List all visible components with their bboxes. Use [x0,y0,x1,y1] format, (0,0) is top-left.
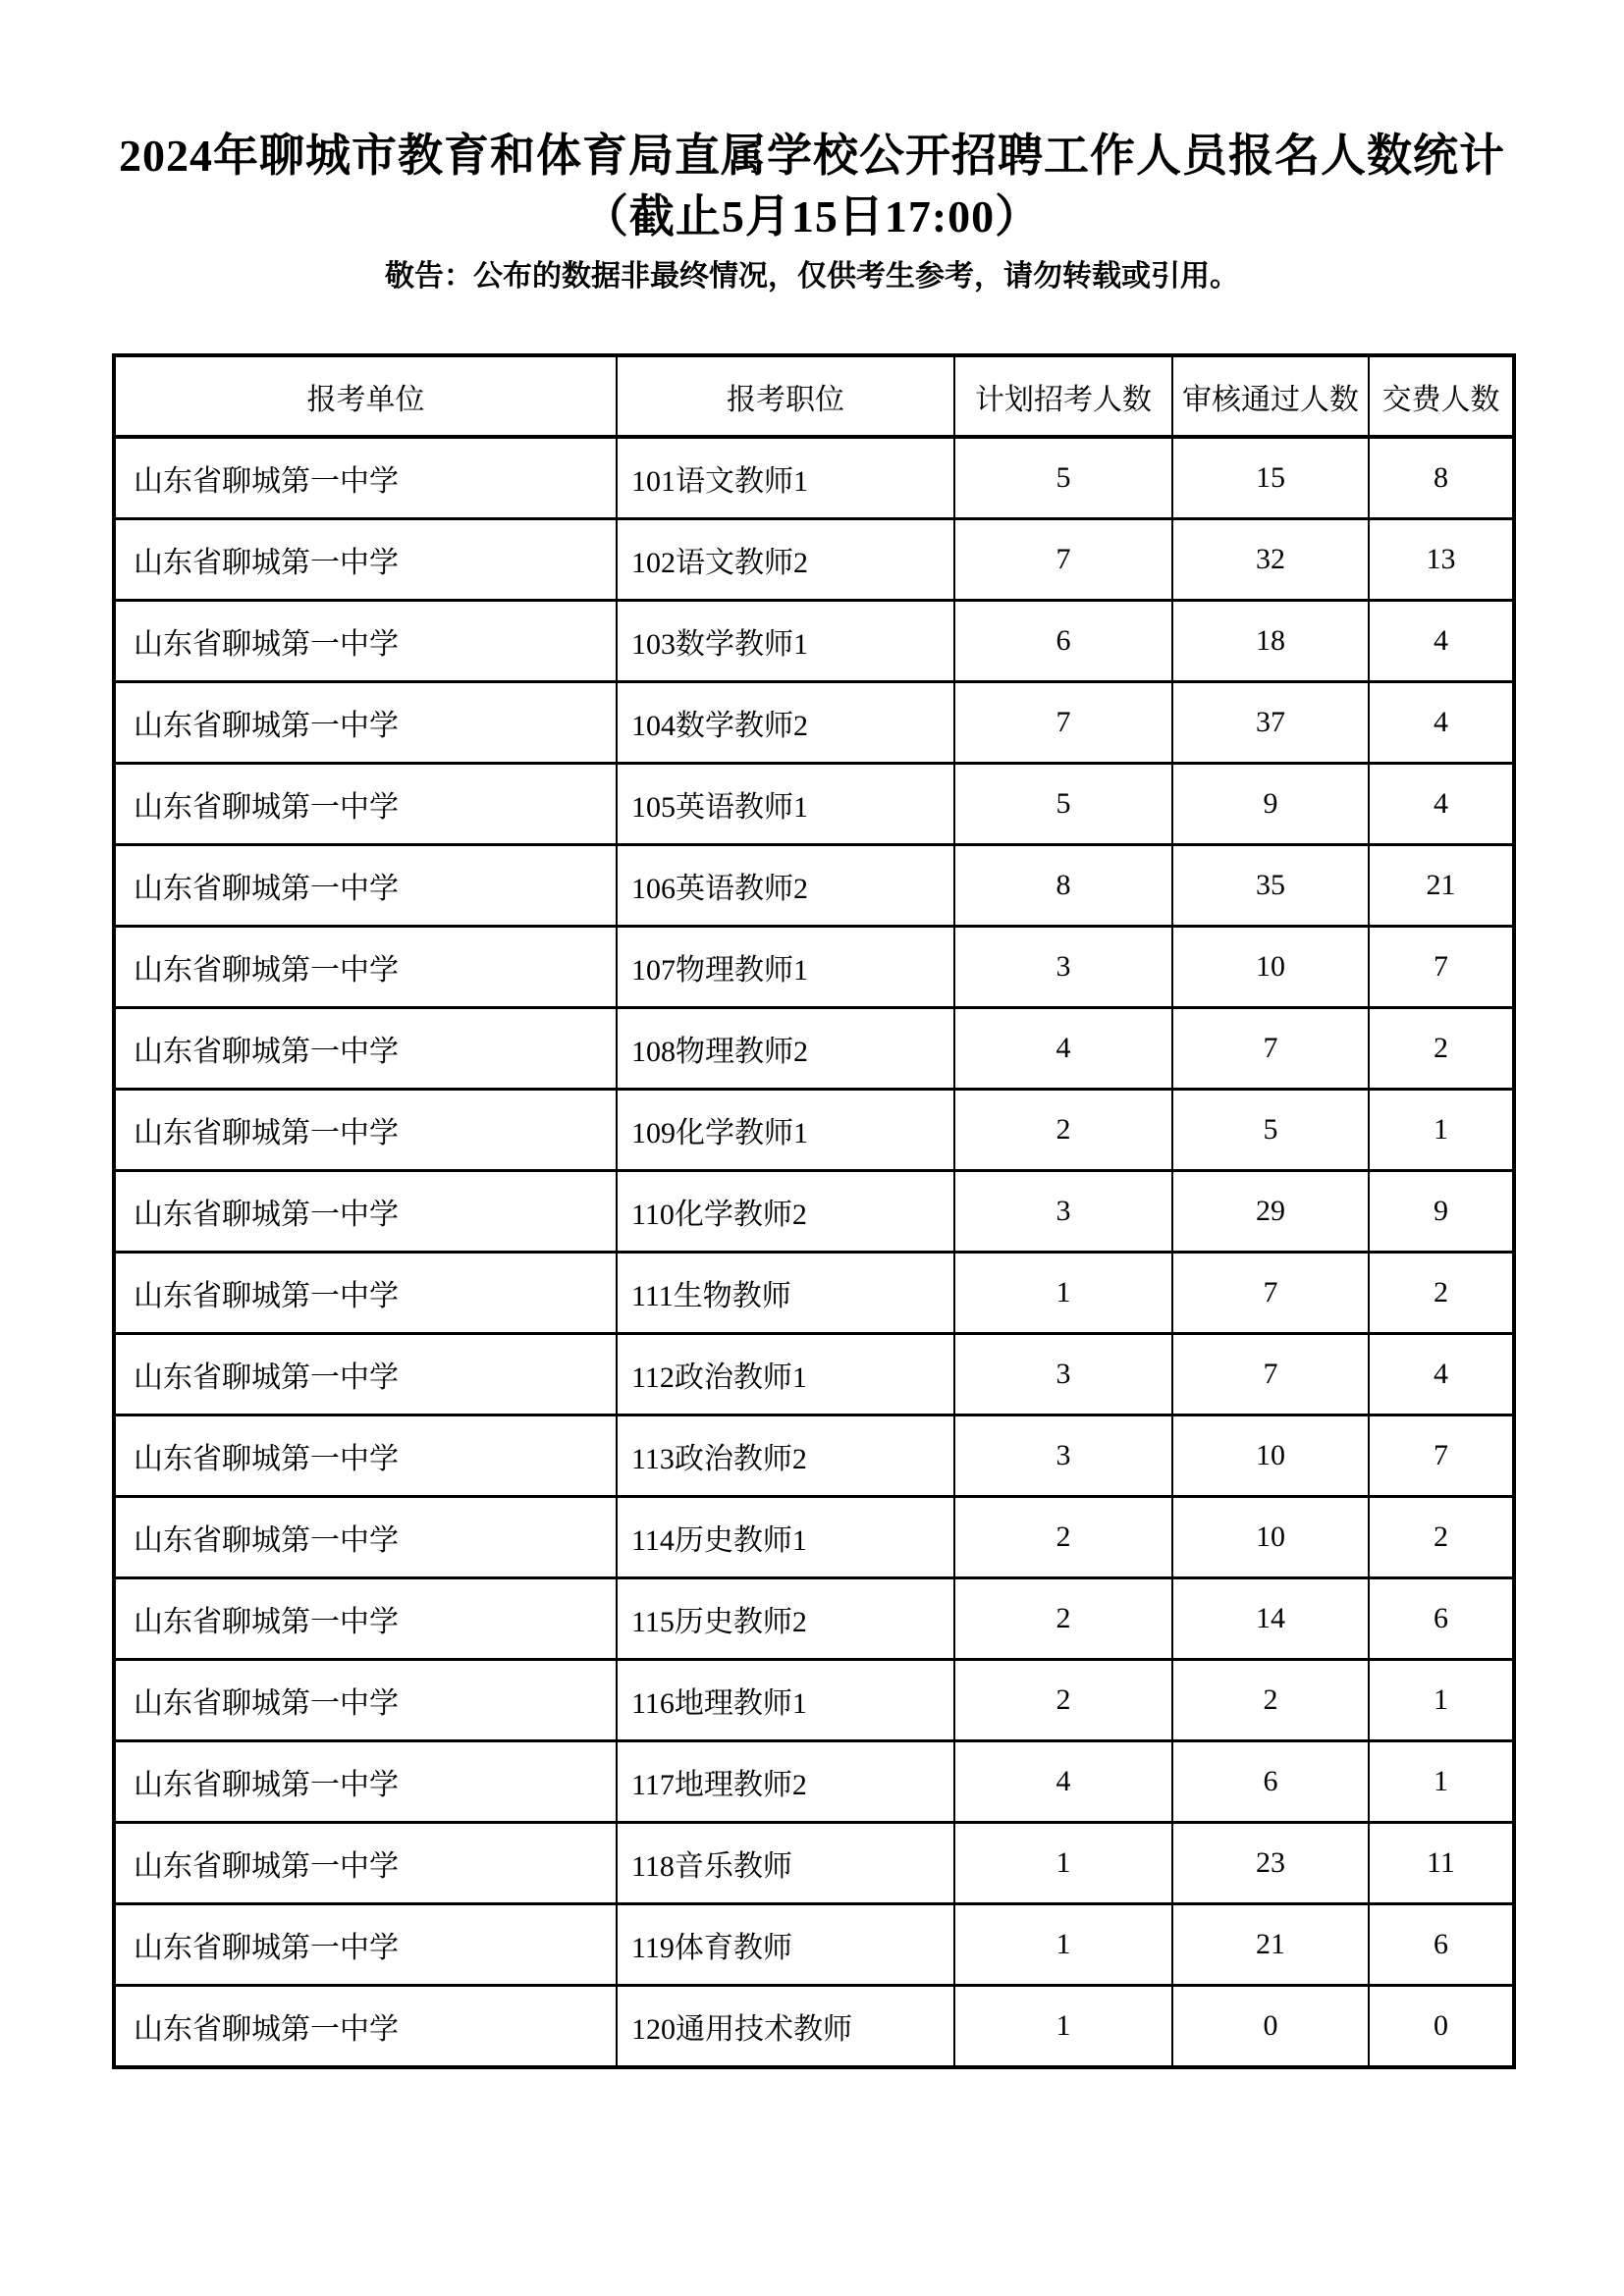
unit-cell: 山东省聊城第一中学 [114,1578,617,1660]
position-cell: 110化学教师2 [617,1171,954,1253]
paid-count-cell: 1 [1369,1090,1514,1171]
header-unit-column: 报考单位 [114,355,617,437]
table-row [114,1660,1514,1741]
unit-cell: 山东省聊城第一中学 [114,1415,617,1497]
paid-count-cell: 2 [1369,1008,1514,1090]
position-cell: 114历史教师1 [617,1497,954,1578]
position-cell: 107物理教师1 [617,927,954,1008]
approved-count-cell: 32 [1172,519,1369,601]
position-cell: 103数学教师1 [617,601,954,682]
position-cell: 104数学教师2 [617,682,954,764]
table-row [114,1823,1514,1904]
paid-count-cell: 7 [1369,927,1514,1008]
unit-cell: 山东省聊城第一中学 [114,1986,617,2068]
planned-count-cell: 3 [954,1334,1172,1415]
paid-count-cell: 4 [1369,682,1514,764]
planned-count-cell: 6 [954,601,1172,682]
paid-count-cell: 7 [1369,1415,1514,1497]
approved-count-cell: 6 [1172,1741,1369,1823]
planned-count-cell: 4 [954,1741,1172,1823]
unit-cell: 山东省聊城第一中学 [114,682,617,764]
position-cell: 109化学教师1 [617,1090,954,1171]
planned-count-cell: 7 [954,519,1172,601]
position-cell: 116地理教师1 [617,1660,954,1741]
approved-count-cell: 35 [1172,845,1369,927]
paid-count-cell: 11 [1369,1823,1514,1904]
unit-cell: 山东省聊城第一中学 [114,519,617,601]
title-line-2: （截止5月15日17:00） [582,191,1042,241]
unit-cell: 山东省聊城第一中学 [114,1008,617,1090]
unit-cell: 山东省聊城第一中学 [114,1660,617,1741]
position-cell: 111生物教师 [617,1253,954,1334]
approved-count-cell: 5 [1172,1090,1369,1171]
table-row [114,1904,1514,1986]
paid-count-cell: 1 [1369,1660,1514,1741]
header-approved-count-column: 审核通过人数 [1172,355,1369,437]
planned-count-cell: 7 [954,682,1172,764]
planned-count-cell: 4 [954,1008,1172,1090]
paid-count-cell: 21 [1369,845,1514,927]
position-cell: 115历史教师2 [617,1578,954,1660]
unit-cell: 山东省聊城第一中学 [114,1171,617,1253]
approved-count-cell: 37 [1172,682,1369,764]
paid-count-cell: 4 [1369,1334,1514,1415]
approved-count-cell: 7 [1172,1253,1369,1334]
paid-count-cell: 2 [1369,1497,1514,1578]
paid-count-cell: 2 [1369,1253,1514,1334]
unit-cell: 山东省聊城第一中学 [114,845,617,927]
approved-count-cell: 7 [1172,1334,1369,1415]
unit-cell: 山东省聊城第一中学 [114,437,617,519]
planned-count-cell: 2 [954,1090,1172,1171]
table-row [114,682,1514,764]
planned-count-cell: 5 [954,437,1172,519]
approved-count-cell: 21 [1172,1904,1369,1986]
approved-count-cell: 23 [1172,1823,1369,1904]
unit-cell: 山东省聊城第一中学 [114,1741,617,1823]
planned-count-cell: 1 [954,1904,1172,1986]
planned-count-cell: 5 [954,764,1172,845]
table-row [114,1497,1514,1578]
paid-count-cell: 9 [1369,1171,1514,1253]
approved-count-cell: 2 [1172,1660,1369,1741]
planned-count-cell: 8 [954,845,1172,927]
table-row [114,437,1514,519]
position-cell: 117地理教师2 [617,1741,954,1823]
unit-cell: 山东省聊城第一中学 [114,927,617,1008]
table-row [114,1578,1514,1660]
planned-count-cell: 2 [954,1578,1172,1660]
approved-count-cell: 7 [1172,1008,1369,1090]
approved-count-cell: 14 [1172,1578,1369,1660]
position-cell: 106英语教师2 [617,845,954,927]
table-row [114,764,1514,845]
planned-count-cell: 3 [954,927,1172,1008]
title-line-1: 2024年聊城市教育和体育局直属学校公开招聘工作人员报名人数统计 [119,131,1505,181]
header-planned-count-column: 计划招考人数 [954,355,1172,437]
position-cell: 105英语教师1 [617,764,954,845]
table-body [114,437,1514,2067]
approved-count-cell: 9 [1172,764,1369,845]
planned-count-cell: 3 [954,1171,1172,1253]
approved-count-cell: 10 [1172,927,1369,1008]
header-paid-count-column: 交费人数 [1369,355,1514,437]
position-cell: 101语文教师1 [617,437,954,519]
planned-count-cell: 1 [954,1253,1172,1334]
table-row [114,1741,1514,1823]
table-row [114,519,1514,601]
notice-text: 敬告：公布的数据非最终情况，仅供考生参考，请勿转载或引用。 [385,260,1239,293]
paid-count-cell: 6 [1369,1578,1514,1660]
unit-cell: 山东省聊城第一中学 [114,1904,617,1986]
approved-count-cell: 15 [1172,437,1369,519]
planned-count-cell: 2 [954,1660,1172,1741]
paid-count-cell: 8 [1369,437,1514,519]
unit-cell: 山东省聊城第一中学 [114,1334,617,1415]
unit-cell: 山东省聊城第一中学 [114,1253,617,1334]
table-row [114,1253,1514,1334]
registration-stats-table [112,353,1516,2069]
table-row [114,1090,1514,1171]
table-row [114,601,1514,682]
header-position-column: 报考职位 [617,355,954,437]
header-row [114,355,1514,437]
unit-cell: 山东省聊城第一中学 [114,601,617,682]
document-title [0,0,1624,247]
paid-count-cell: 4 [1369,601,1514,682]
planned-count-cell: 2 [954,1497,1172,1578]
position-cell: 112政治教师1 [617,1334,954,1415]
paid-count-cell: 6 [1369,1904,1514,1986]
position-cell: 113政治教师2 [617,1415,954,1497]
approved-count-cell: 10 [1172,1497,1369,1578]
approved-count-cell: 0 [1172,1986,1369,2068]
table-row [114,1008,1514,1090]
position-cell: 102语文教师2 [617,519,954,601]
position-cell: 118音乐教师 [617,1823,954,1904]
paid-count-cell: 4 [1369,764,1514,845]
planned-count-cell: 3 [954,1415,1172,1497]
table-row [114,1415,1514,1497]
approved-count-cell: 10 [1172,1415,1369,1497]
unit-cell: 山东省聊城第一中学 [114,764,617,845]
planned-count-cell: 1 [954,1823,1172,1904]
unit-cell: 山东省聊城第一中学 [114,1497,617,1578]
paid-count-cell: 13 [1369,519,1514,601]
table-row [114,927,1514,1008]
approved-count-cell: 18 [1172,601,1369,682]
table-header [114,355,1514,437]
paid-count-cell: 1 [1369,1741,1514,1823]
unit-cell: 山东省聊城第一中学 [114,1090,617,1171]
table-row [114,1334,1514,1415]
position-cell: 119体育教师 [617,1904,954,1986]
table-row [114,845,1514,927]
paid-count-cell: 0 [1369,1986,1514,2068]
approved-count-cell: 29 [1172,1171,1369,1253]
table-row [114,1171,1514,1253]
position-cell: 120通用技术教师 [617,1986,954,2068]
unit-cell: 山东省聊城第一中学 [114,1823,617,1904]
planned-count-cell: 1 [954,1986,1172,2068]
table-row [114,1986,1514,2068]
position-cell: 108物理教师2 [617,1008,954,1090]
